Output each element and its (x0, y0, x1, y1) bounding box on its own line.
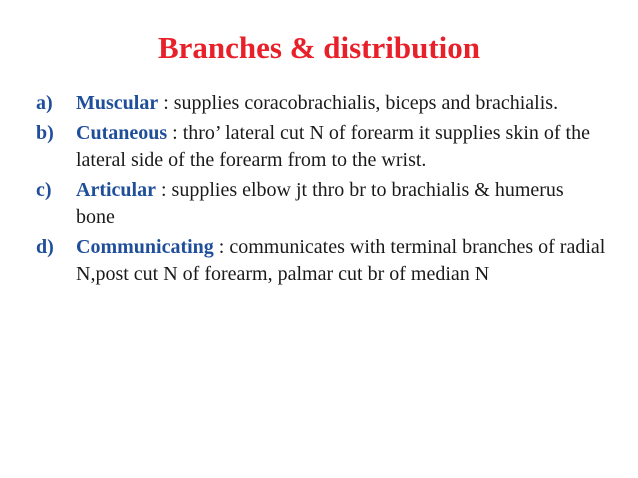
item-text: : supplies coracobrachialis, biceps and brachialis. (158, 92, 559, 114)
term-cutaneous: Cutaneous (76, 122, 168, 144)
list-marker: b) (36, 122, 54, 144)
item-text: : thro’ lateral cut N of forearm it supplies skin of the lateral side of the forearm from to the wrist. (76, 122, 590, 171)
item-text: : supplies elbow jt thro br to brachialis & humerus bone (76, 179, 564, 228)
term-communicating: Communicating (76, 236, 214, 258)
term-muscular: Muscular (76, 92, 159, 114)
list-item-communicating (36, 234, 606, 288)
slide-title: Branches & distribution (157, 30, 481, 65)
list-marker: d) (36, 236, 54, 258)
term-articular: Articular (76, 179, 156, 201)
list-item-articular (36, 177, 606, 231)
list-item-cutaneous (36, 120, 606, 174)
list-marker: a) (36, 92, 53, 114)
list-marker: c) (36, 179, 52, 201)
list-item-muscular (36, 90, 606, 117)
item-text: : communicates with terminal branches of radial N,post cut N of forearm, palmar cut br of median N (76, 236, 606, 285)
branches-list (36, 90, 606, 291)
